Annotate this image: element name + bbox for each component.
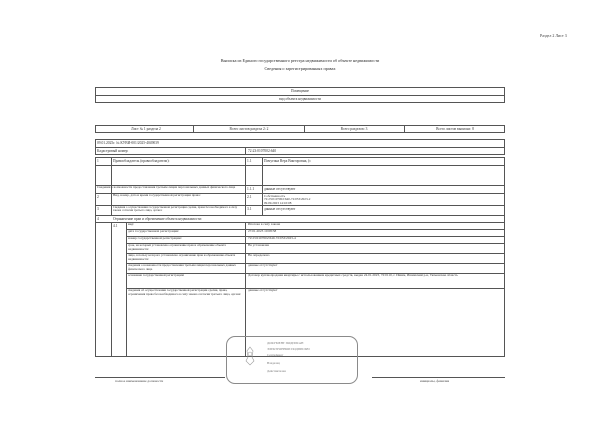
encumbrance-value: данные отсутствуют bbox=[248, 264, 278, 267]
section-sheet-label: Раздел 2 Лист 3 bbox=[540, 33, 567, 38]
row-1-1-1-label: Сведения о возможности предоставления третьим лицам персональных данных физического лица bbox=[97, 185, 236, 189]
object-header: Помещение bbox=[291, 89, 309, 93]
sheets-in-section: Всего листов раздела 2: 2 bbox=[229, 127, 269, 131]
row-3-sub: 3.1 bbox=[247, 207, 252, 211]
object-type-caption: вид объекта недвижимости bbox=[279, 97, 321, 101]
encumbrance-label: вид: bbox=[128, 223, 135, 226]
row-1-label: Правообладатель (правообладатели): bbox=[113, 159, 170, 163]
encumbrance-label: основание государственной регистрации: bbox=[128, 274, 185, 277]
position-caption: полное наименование должности bbox=[115, 379, 164, 383]
encumbrance-value: Не определено bbox=[248, 254, 270, 257]
cadastral-value: 72:23:0107002:640 bbox=[248, 149, 277, 153]
encumbrance-label: сведения об осуществлении государственной регистрации сделки, права, ограничения права без необходимого в силу закона согласия третьего лица, органа: bbox=[128, 289, 242, 296]
row-3-label: Сведения о осуществлении государственной регистрации сделки, права без необходимого в силу закона согласия третьего лица, органа: bbox=[113, 205, 238, 212]
row-2-value: Собственность bbox=[264, 193, 286, 198]
row-1-1-1-sub: 1.1.1 bbox=[247, 187, 255, 191]
row-4-label: Ограничение прав и обременение объекта недвижимости: bbox=[113, 216, 202, 221]
row-3-value: данные отсутствуют bbox=[264, 207, 296, 211]
encumbrance-label: дата государственной регистрации: bbox=[128, 230, 180, 233]
electronic-signature-stamp bbox=[226, 336, 358, 384]
row-1-1-1-value: данные отсутствуют bbox=[264, 187, 296, 191]
stamp-line-1: ДОКУМЕНТ ПОДПИСАН bbox=[267, 342, 304, 345]
row-3-number: 3 bbox=[97, 207, 99, 211]
row-1-number: 1 bbox=[97, 159, 99, 163]
encumbrance-sub: 4.1 bbox=[113, 223, 118, 228]
document-subtitle: Сведения о зарегистрированных правах bbox=[264, 66, 336, 71]
signer-caption: инициалы, фамилия bbox=[420, 379, 450, 383]
row-2-value-number: 72:23:0107002:640-72/053/2023-2 bbox=[264, 197, 311, 201]
row-2-number: 2 bbox=[97, 195, 99, 199]
stamp-line-3: Сертификат bbox=[267, 354, 284, 357]
row-4-number: 4 bbox=[97, 216, 99, 221]
encumbrance-value: Ипотека в силу закона bbox=[248, 223, 281, 226]
emblem-icon bbox=[243, 345, 257, 367]
sheet-number: Лист № 1 раздела 2 bbox=[131, 127, 161, 131]
encumbrance-label: сведения о возможности предоставления третьим лицам персональных данных физического лица bbox=[128, 264, 236, 271]
row-1-sub: 1.1 bbox=[247, 159, 252, 163]
encumbrance-label: номер государственной регистрации: bbox=[128, 237, 182, 240]
encumbrance-value: данные отсутствуют bbox=[248, 289, 278, 292]
encumbrance-label: срок, на который установлено ограничение прав и обременение объекта недвижимости: bbox=[128, 244, 226, 251]
cadastral-label: Кадастровый номер: bbox=[97, 149, 129, 153]
encumbrance-value: Договор купли-продажи квартиры с использованием кредитных средств, выдан 24.01.2023, 72:0110, г. Ишим, Ишимский р-н, Тюменская область bbox=[248, 274, 458, 277]
encumbrance-label: лицо, в пользу которого установлено ограничение прав и обременение объекта недвижимости: bbox=[128, 254, 236, 261]
row-2-sub: 2.1 bbox=[247, 195, 252, 199]
row-2-label: Вид, номер, дата и время государственной регистрации права: bbox=[113, 194, 201, 197]
row-1-value: Пичугина Вера Викторовна, (с bbox=[264, 159, 311, 163]
encumbrance-value: 27.01.2023 10:08:38 bbox=[248, 230, 277, 233]
row-2-value-date: 09.09.2023 14:10:08 bbox=[264, 200, 292, 205]
encumbrance-value: Не установлен bbox=[248, 244, 270, 247]
sections-count: Всего разделов: 3 bbox=[340, 127, 368, 131]
extract-date-number: 09.01.2025г. № КУВИ-001/2025-4049039 bbox=[97, 141, 159, 145]
document-title: Выписка из Единого государственного реестра недвижимости об объекте недвижимости bbox=[220, 58, 380, 63]
stamp-line-5: Действителен bbox=[267, 370, 286, 373]
stamp-line-2: ЭЛЕКТРОННОЙ ПОДПИСЬЮ bbox=[267, 348, 310, 351]
encumbrance-value: 72:23:0107002:640-72/053/2023-4 bbox=[248, 237, 296, 240]
sheets-total: Всего листов выписки: 8 bbox=[436, 127, 474, 131]
stamp-line-4: Владелец bbox=[267, 362, 280, 365]
